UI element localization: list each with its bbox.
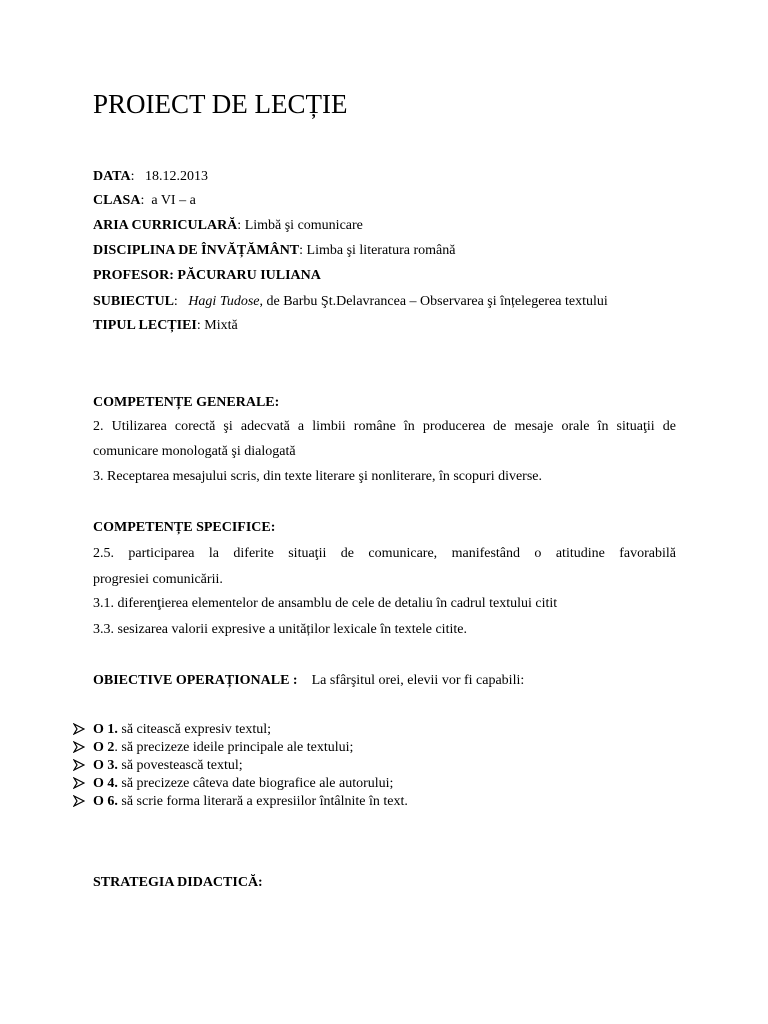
arrow-bullet-icon [73, 758, 85, 774]
competenta-specifica-3-3: 3.3. sesizarea valorii expresive a unităților lexicale în textele citite. [93, 622, 467, 637]
competenta-specifica-2-5-line2: progresiei comunicării. [93, 572, 223, 587]
list-item [93, 757, 243, 775]
competenta-generala-2-line2: comunicare monologată şi dialogată [93, 444, 296, 459]
obiective-line [93, 671, 524, 691]
aria-line: ARIA CURRICULARĂ: Limbă şi comunicare [93, 218, 363, 233]
page-title: PROIECT DE LECȚIE [93, 89, 348, 119]
obiective-intro: La sfârşitul orei, elevii vor fi capabili: [311, 673, 525, 688]
subiect-rest: , de Barbu Şt.Delavrancea – Observarea şi înțelegerea textului [259, 294, 608, 309]
list-item [93, 775, 393, 793]
objective-text: să citească expresiv textul; [117, 722, 272, 737]
clasa-label: CLASA [93, 193, 141, 208]
competente-generale-heading: COMPETENȚE GENERALE: [93, 395, 280, 410]
tip-value: Mixtă [204, 318, 238, 333]
subiect-line: SUBIECTUL: Hagi Tudose, de Barbu Şt.Delavrancea – Observarea şi înțelegerea textului [93, 294, 608, 309]
competenta-specifica-2-5-line1: 2.5. participarea la diferite situaţii de comunicare, manifestând o atitudine favorabilă [93, 546, 676, 561]
objective-code: O 6. [93, 794, 118, 809]
data-label: DATA [93, 169, 131, 184]
list-item [93, 793, 408, 811]
arrow-bullet-icon [73, 776, 85, 792]
subiect-title: Hagi Tudose [188, 294, 260, 309]
disciplina-label: DISCIPLINA DE ÎNVĂȚĂMÂNT [93, 243, 300, 258]
competenta-specifica-3-1: 3.1. diferenţierea elementelor de ansamblu de cele de detaliu în cadrul textului citit [93, 596, 558, 611]
tip-label: TIPUL LECȚIEI [93, 318, 197, 333]
profesor-line: PROFESOR: PĂCURARU IULIANA [93, 268, 321, 283]
objective-code: O 3. [93, 758, 118, 773]
arrow-bullet-icon [73, 722, 85, 738]
aria-value: Limbă şi comunicare [244, 218, 363, 233]
tip-line: TIPUL LECȚIEI: Mixtă [93, 318, 238, 333]
disciplina-value: Limba şi literatura română [306, 243, 456, 258]
objective-text: să povestească textul; [117, 758, 243, 773]
aria-label: ARIA CURRICULARĂ [93, 218, 238, 233]
objective-text: . să precizeze ideile principale ale textului; [114, 740, 354, 755]
list-item [93, 739, 353, 757]
arrow-bullet-icon [73, 794, 85, 810]
data-line: DATA: 18.12.2013 [93, 169, 208, 184]
clasa-value: a VI – a [151, 193, 196, 208]
objective-code: O 2 [93, 740, 115, 755]
competente-specifice-heading: COMPETENȚE SPECIFICE: [93, 520, 276, 535]
list-item [93, 721, 271, 739]
objective-text: să scrie forma literară a expresiilor întâlnite în text. [117, 794, 408, 809]
arrow-bullet-icon [73, 740, 85, 756]
obiective-heading: OBIECTIVE OPERAȚIONALE : [93, 673, 298, 688]
disciplina-line: DISCIPLINA DE ÎNVĂȚĂMÂNT: Limba şi literatura română [93, 243, 456, 258]
competenta-generala-3: 3. Receptarea mesajului scris, din texte literare şi nonliterare, în scopuri diverse. [93, 469, 543, 484]
objective-text: să precizeze câteva date biografice ale autorului; [117, 776, 394, 791]
competenta-generala-2-line1: 2. Utilizarea corectă şi adecvată a limbii române în producerea de mesaje orale în situaţii de [93, 419, 676, 434]
subiect-label: SUBIECTUL [93, 294, 174, 309]
clasa-line: CLASA: a VI – a [93, 193, 196, 208]
objective-code: O 4. [93, 776, 118, 791]
data-value: 18.12.2013 [144, 169, 208, 184]
strategia-heading: STRATEGIA DIDACTICĂ: [93, 875, 263, 890]
objective-code: O 1. [93, 722, 118, 737]
